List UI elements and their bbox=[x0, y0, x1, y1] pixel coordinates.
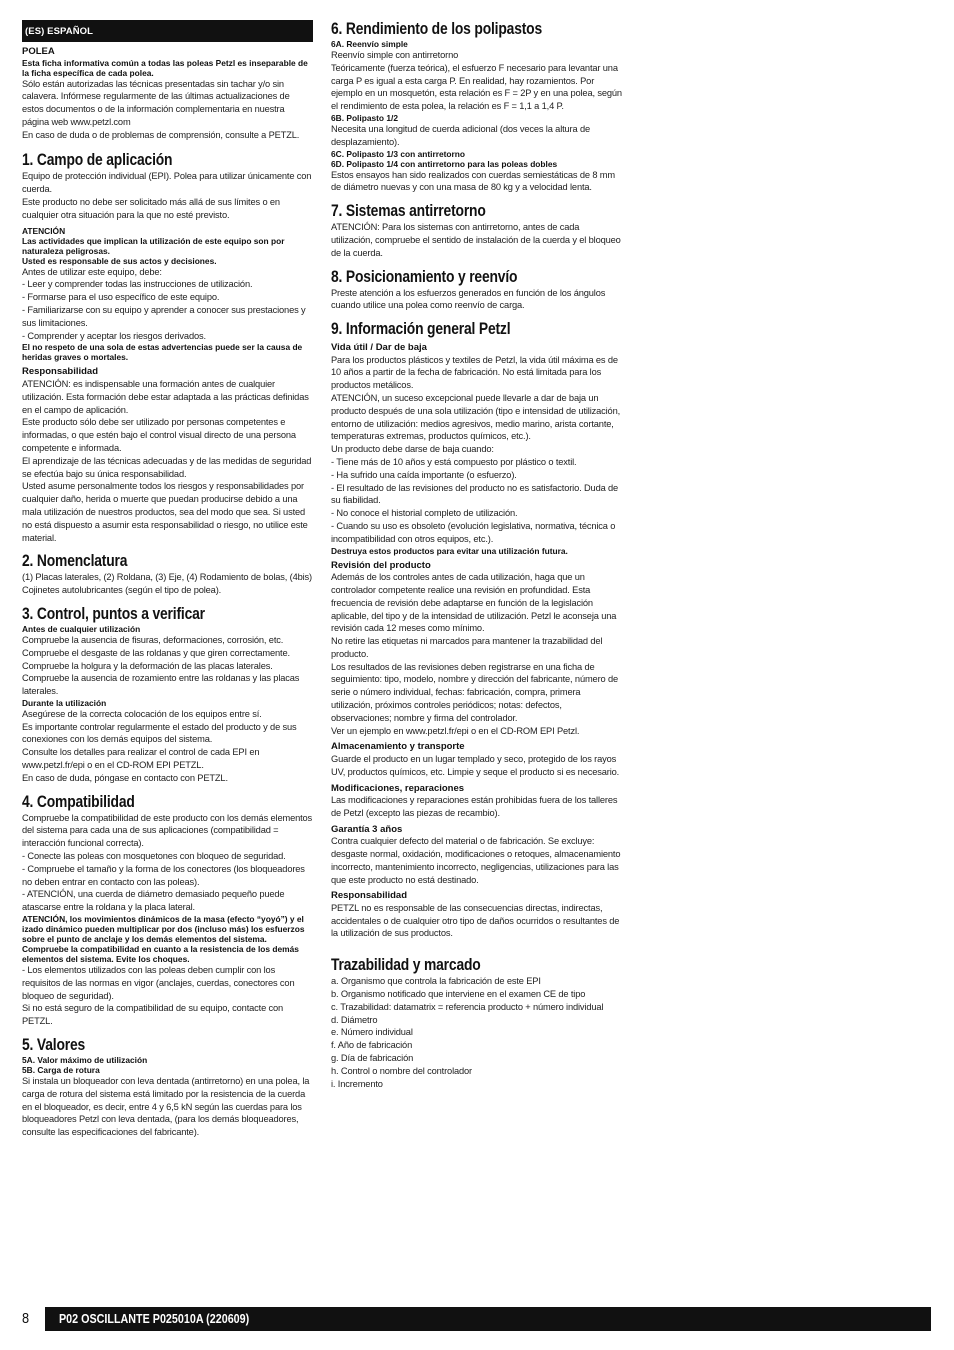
intro-title: POLEA bbox=[22, 46, 55, 57]
section-3-sub2: Durante la utilización bbox=[22, 697, 107, 708]
section-3-text1: Compruebe la ausencia de fisuras, deformaciones, corrosión, etc. Compruebe el desgaste de las roldanas y que giren correctamente. Compruebe la holgura y la deformación de las placas laterales. Compruebe la ausencia de rozamiento entre las roldanas y las placas laterales. bbox=[22, 634, 300, 697]
section-4-bold: ATENCIÓN, los movimientos dinámicos de la masa (efecto “yoyó”) y el izado dinámico pueden multiplicar por dos (incluso más) los esfuerzos sobre el punto de anclaje y los demás elementos del sistema. Compruebe la compatibilidad en cuanto a la resistencia de los demás elementos del sistema. Evite los choques. bbox=[22, 914, 305, 965]
section-7-title: 7. Sistemas antirretorno bbox=[331, 202, 486, 221]
section-9-vida-bold: Destruya estos productos para evitar una utilización futura. bbox=[331, 545, 568, 556]
section-6-sub-b: 6B. Polipasto 1/2 bbox=[331, 112, 399, 123]
section-4-text2: - Los elementos utilizados con las poleas deben cumplir con los requisitos de las normas en vigor (anclajes, cuerdas, conectores con bloqueo de seguridad). Si no está seguro de la compatibilidad de su equipo, contacte con PETZL. bbox=[22, 965, 295, 1027]
section-9-rev-text: Además de los controles antes de cada utilización, haga que un controlador competente realice una revisión en profundidad. Esta frecuencia de revisión debe adaptarse en función de la legislación aplicable, del tipo y de la intensidad de utilización. Petzl le aconseja una revisión cada 12 meses como mínimo. No retire las etiquetas ni marcados para mantener la trazabilidad del producto. Los resultados de las revisiones deben registrarse en una ficha de seguimiento: tipo, modelo, nombre y dirección del fabricante, número de serie o número individual, fechas: fabricación, compra, primera utilización, próximos controles periódicos; notas: defectos, observaciones; nombre y firma del controlador. Ver un ejemplo en www.petzl.fr/epi o en el CD-ROM EPI Petzl. bbox=[331, 572, 619, 736]
section-3-text2: Asegúrese de la correcta colocación de los equipos entre sí. Es importante controlar regularmente el estado del producto y de sus conexiones con los demás equipos del sistema. Consulte los detalles para realizar el control de cada EPI en www.petzl.fr/epi o en el CD-ROM EPI PETZL. En caso de duda, póngase en contacto con PETZL. bbox=[22, 708, 297, 783]
section-7-text: ATENCIÓN: Para los sistemas con antirretorno, antes de cada utilización, compruebe el sentido de instalación de la cuerda y el bloqueo de la cuerda. bbox=[331, 222, 621, 258]
section-9-mod-text: Las modificaciones y reparaciones están prohibidas fuera de los talleres de Petzl (excepto las piezas de recambio). bbox=[331, 795, 618, 818]
section-5-text: Si instala un bloqueador con leva dentada (antirretorno) en una polea, la carga de rotura del sistema está limitado por la resistencia de la cuerda en el bloqueador, es decir, entre 4 y 6,5 kN según las cuerdas para los bloqueadores Petzl con leva dentada, (para los demás bloqueadores, consulte las especificaciones del fabricante). bbox=[22, 1076, 310, 1138]
section-6-sub-d: 6D. Polipasto 1/4 con antirretorno para las poleas dobles bbox=[331, 158, 558, 169]
section-1-atencion-bold: Las actividades que implican la utilización de este equipo son por naturaleza peligrosas. Usted es responsable de sus actos y decisiones. bbox=[22, 235, 285, 266]
footer-bar bbox=[45, 1307, 931, 1331]
section-9-vida-text: Para los productos plásticos y textiles de Petzl, la vida útil máxima es de 10 años a partir de la fecha de fabricación. No está limitada para los productos metálicos. ATENCIÓN, un suceso excepcional puede llevarle a dar de baja un producto después de una sola utilización (tipo e intensidad de utilización, entorno de utilización: medios agresivos, medio marino, arista cortante, temperaturas extremas, productos químicos, etc.). Un producto debe darse de baja cuando: - Tiene más de 10 años y está compuesto por plástico o textil. - Ha sufrido una caída importante (o esfuerzo). - El resultado de las revisiones del producto no es satisfactorio. Duda de su fiabilidad. - No conoce el historial completo de utilización. - Cuando su uso es obsoleto (evolución legislativa, normativa, técnica o incompatibilidad con otros equipos, etc.). bbox=[331, 354, 621, 544]
trazabilidad-title: Trazabilidad y marcado bbox=[331, 956, 481, 975]
section-4-title: 4. Compatibilidad bbox=[22, 792, 135, 811]
section-1-atencion-title: ATENCIÓN bbox=[22, 225, 66, 236]
section-4-text1: Compruebe la compatibilidad de este producto con los demás elementos del sistema para cada una de sus aplicaciones (compatibilidad = interacción funcional correcta). - Conecte las poleas con mosquetones con bloqueo de seguridad. - Compruebe el tamaño y la forma de los conectores (los bloqueadores no deben entrar en contacto con las poleas). - ATENCIÓN, una cuerda de diámetro demasiado pequeño puede atascarse entre la roldana y la placa lateral. bbox=[22, 812, 313, 913]
section-6-title: 6. Rendimiento de los polipastos bbox=[331, 20, 543, 38]
section-5-sub-a: 5A. Valor máximo de utilización bbox=[22, 1055, 148, 1066]
section-6-text-b: Necesita una longitud de cuerda adicional (dos veces la altura de desplazamiento). bbox=[331, 123, 590, 147]
section-8-text: Preste atención a los esfuerzos generados en función de los ángulos cuando utilice una polea como reenvío de carga. bbox=[331, 287, 606, 311]
section-9-alm-text: Guarde el producto en un lugar templado y seco, protegido de los rayos UV, productos químicos, etc. Limpie y seque el producto si es necesario. bbox=[331, 753, 620, 777]
section-9-alm-title: Almacenamiento y transporte bbox=[331, 741, 465, 753]
section-1-text: Equipo de protección individual (EPI). Polea para utilizar únicamente con cuerda. Este producto no debe ser solicitado más allá de sus límites o en cualquier otra situación para la que no esté previsto. bbox=[22, 171, 312, 220]
section-9-gar-title: Garantía 3 años bbox=[331, 823, 403, 835]
page-number: 8 bbox=[22, 1310, 30, 1327]
section-6-text-d: Estos ensayos han sido realizados con cuerdas semiestáticas de 8 mm de diámetro nuevas y con una masa de 80 kg y a velocidad lenta. bbox=[331, 169, 615, 193]
section-2-title: 2. Nomenclatura bbox=[22, 552, 128, 571]
section-1-resp-title: Responsabilidad bbox=[22, 366, 99, 378]
section-2-text: (1) Placas laterales, (2) Roldana, (3) Eje, (4) Rodamiento de bolas, (4bis) Cojinetes autolubricantes (según el tipo de polea). bbox=[22, 572, 313, 596]
trazabilidad-list: a. Organismo que controla la fabricación de este EPI b. Organismo notificado que interviene en el examen CE de tipo c. Trazabilidad: datamatrix = referencia producto + número individual d. Diámetro e. Número individual f. Año de fabricación g. Día de fabricación h. Control o nombre del controlador i. Incremento bbox=[331, 976, 604, 1089]
section-1-resp-text: ATENCIÓN: es indispensable una formación antes de cualquier utilización. Esta formación debe estar adaptada a las prácticas definidas en el campo de aplicación. Este producto sólo debe ser utilizado por personas competentes e informadas, o que estén bajo el control visual directo de una persona competente e informada. El aprendizaje de las técnicas adecuadas y de las medidas de seguridad se efectúa bajo su única responsabilidad. Usted asume personalmente todos los riesgos y responsabilidades por cualquier daño, herida o muerte que puedan producirse debido a una mala utilización de nuestros productos, sea del modo que sea. Si usted no está dispuesto a asumir esta responsabilidad o riesgo, no utilice este material. bbox=[22, 378, 312, 543]
section-9-title: 9. Información general Petzl bbox=[331, 320, 511, 339]
section-1-atencion-bold2: El no respeto de una sola de estas advertencias puede ser la causa de heridas graves o mortales. bbox=[22, 342, 303, 363]
section-9-vida-title: Vida útil / Dar de baja bbox=[331, 342, 427, 354]
section-9-resp-title: Responsabilidad bbox=[331, 890, 408, 902]
section-6-sub-c: 6C. Polipasto 1/3 con antirretorno bbox=[331, 148, 466, 159]
section-6-text-a: Reenvío simple con antirretorno Teóricamente (fuerza teórica), el esfuerzo F necesario para levantar una carga P es igual a esta carga P. En realidad, hay rozamientos. Por ejemplo en un mosquetón, esta relación es F = 2P y en una polea, según el rendimiento de esta polea, la relación es F = 1,1 a 1,4 P. bbox=[331, 50, 622, 112]
section-1-title: 1. Campo de aplicación bbox=[22, 151, 173, 170]
intro-bold: Esta ficha informativa común a todas las poleas Petzl es inseparable de la ficha específica de cada polea. bbox=[22, 57, 308, 78]
section-3-title: 3. Control, puntos a verificar bbox=[22, 604, 205, 623]
section-5-sub-b: 5B. Carga de rotura bbox=[22, 1065, 100, 1076]
section-9-gar-text: Contra cualquier defecto del material o de fabricación. Se excluye: desgaste normal, oxidación, modificaciones o retoques, almacenamiento incorrecto, mantenimiento incorrecto, negligencias, utilizaciones para las que este producto no está destinado. bbox=[331, 836, 621, 885]
section-9-mod-title: Modificaciones, reparaciones bbox=[331, 782, 465, 794]
section-9-resp-text: PETZL no es responsable de las consecuencias directas, indirectas, accidentales o de cualquier otro tipo de daños ocurridos o resultantes de la utilización de sus productos. bbox=[331, 902, 620, 939]
section-9-rev-title: Revisión del producto bbox=[331, 559, 431, 571]
section-5-title: 5. Valores bbox=[22, 1036, 86, 1055]
language-header: (ES) ESPAÑOL bbox=[22, 20, 313, 42]
section-6-sub-a: 6A. Reenvío simple bbox=[331, 39, 408, 49]
section-8-title: 8. Posicionamiento y reenvío bbox=[331, 267, 518, 286]
document-reference: P02 OSCILLANTE P025010A (220609) bbox=[59, 1312, 250, 1326]
intro-text: Sólo están autorizadas las técnicas presentadas sin tachar y/o sin calavera. Infórmese regularmente de las últimas actualizaciones de estos documentos o de la información complementaria en nuestra página web www.petzl.com En caso de duda o de problemas de comprensión, consulte a PETZL. bbox=[22, 78, 300, 140]
section-1-atencion-text: Antes de utilizar este equipo, debe: - Leer y comprender todas las instrucciones de utilización. - Formarse para el uso específico de este equipo. - Familiarizarse con su equipo y aprender a conocer sus prestaciones y sus limitaciones. - Comprender y aceptar los riesgos derivados. bbox=[22, 266, 306, 341]
right-column bbox=[331, 20, 623, 1090]
left-column bbox=[22, 20, 313, 1139]
section-3-sub1: Antes de cualquier utilización bbox=[22, 623, 141, 634]
